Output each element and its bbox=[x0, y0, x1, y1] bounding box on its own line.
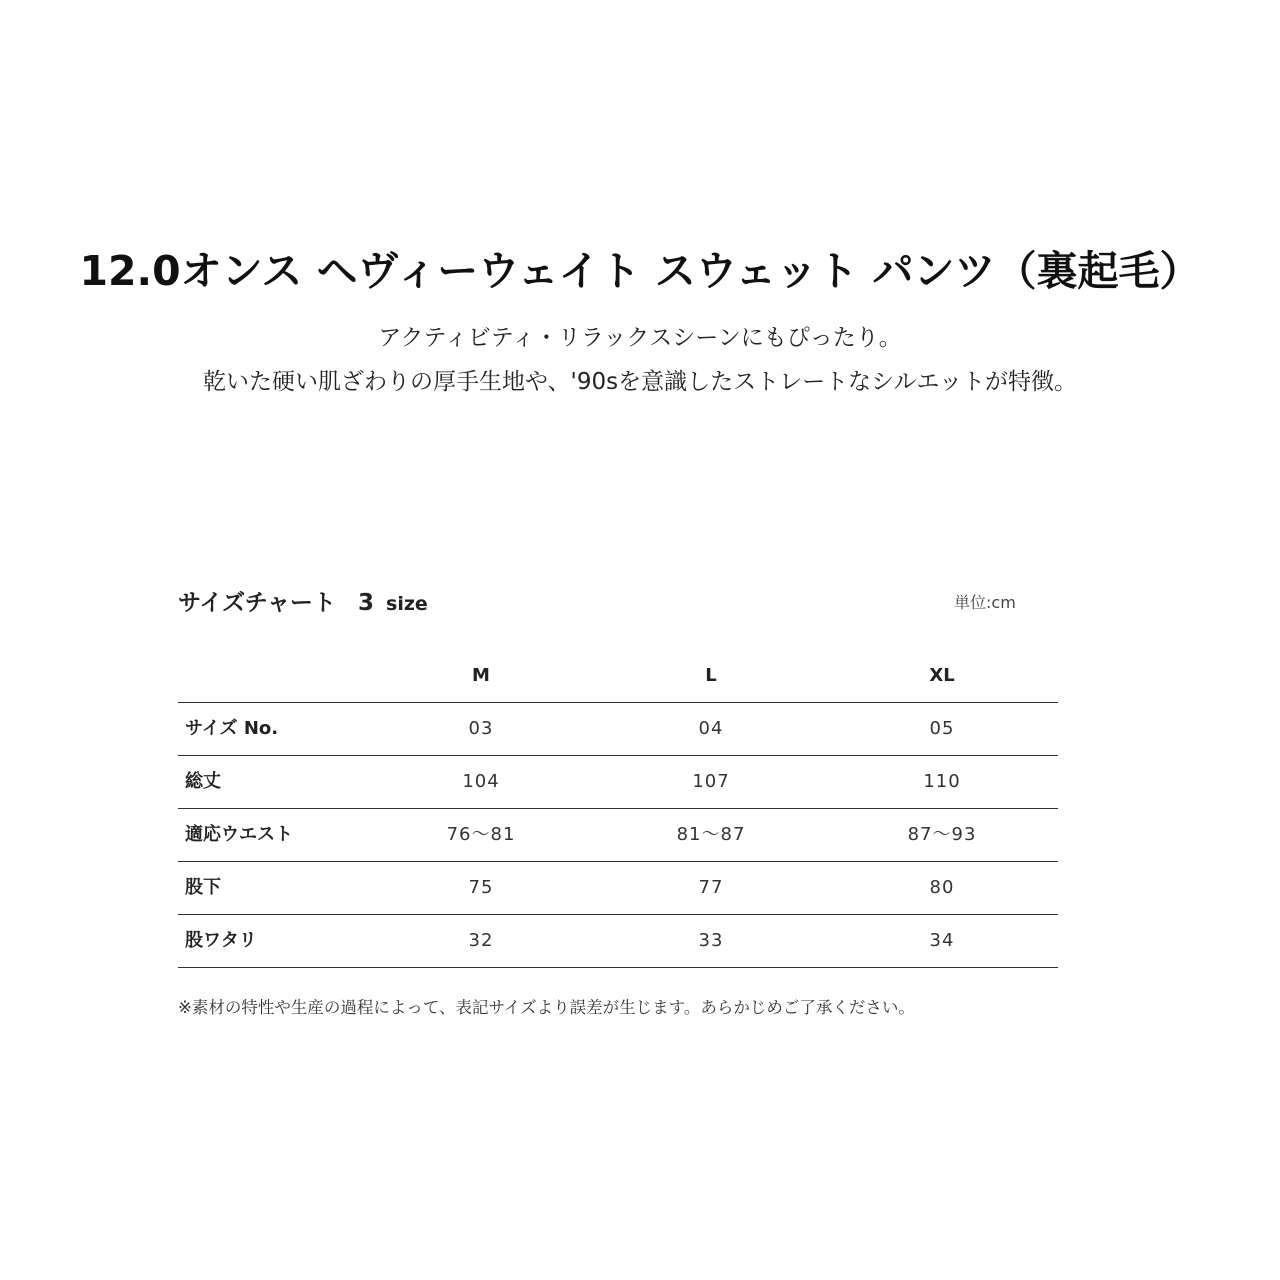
row-label: 股ワタリ bbox=[185, 930, 257, 951]
table-cell: 104 bbox=[462, 771, 500, 792]
product-title: 12.0オンス ヘヴィーウェイト スウェット パンツ（裏起毛） bbox=[79, 247, 1201, 295]
size-count-suffix: size bbox=[386, 593, 428, 615]
column-header: XL bbox=[929, 665, 955, 686]
row-label: 総丈 bbox=[185, 771, 221, 792]
table-cell: 75 bbox=[468, 877, 494, 898]
description-line-1: アクティビティ・リラックスシーンにもぴったり。 bbox=[378, 325, 902, 351]
table-cell: 110 bbox=[923, 771, 961, 792]
table-row bbox=[178, 915, 1058, 968]
table-cell: 33 bbox=[698, 930, 724, 951]
size-chart-title: サイズチャート bbox=[178, 590, 337, 616]
table-row bbox=[178, 862, 1058, 915]
table-cell: 05 bbox=[929, 718, 955, 739]
table-cell: 32 bbox=[468, 930, 494, 951]
row-label: 適応ウエスト bbox=[185, 824, 293, 845]
table-cell: 76～81 bbox=[446, 824, 516, 845]
table-header-row bbox=[178, 650, 1058, 703]
table-cell: 107 bbox=[692, 771, 730, 792]
table-cell: 81～87 bbox=[676, 824, 746, 845]
size-count: 3 bbox=[358, 590, 375, 616]
table-cell: 87～93 bbox=[907, 824, 977, 845]
table-row bbox=[178, 703, 1058, 756]
size-chart-heading bbox=[178, 584, 428, 617]
table-row bbox=[178, 756, 1058, 809]
table-cell: 80 bbox=[929, 877, 955, 898]
row-label: サイズ No. bbox=[185, 718, 279, 739]
table-cell: 04 bbox=[698, 718, 724, 739]
size-table bbox=[178, 650, 1058, 968]
table-cell: 03 bbox=[468, 718, 494, 739]
table-cell: 77 bbox=[698, 877, 724, 898]
row-label: 股下 bbox=[185, 877, 221, 898]
column-header: L bbox=[705, 665, 717, 686]
disclaimer-note: ※素材の特性や生産の過程によって、表記サイズより誤差が生じます。あらかじめご了承ください。 bbox=[178, 998, 915, 1017]
column-header: M bbox=[472, 665, 490, 686]
unit-label: 単位:cm bbox=[954, 593, 1016, 612]
table-cell: 34 bbox=[929, 930, 955, 951]
description-line-2: 乾いた硬い肌ざわりの厚手生地や、'90sを意識したストレートなシルエットが特徴。 bbox=[202, 369, 1078, 395]
table-row bbox=[178, 809, 1058, 862]
